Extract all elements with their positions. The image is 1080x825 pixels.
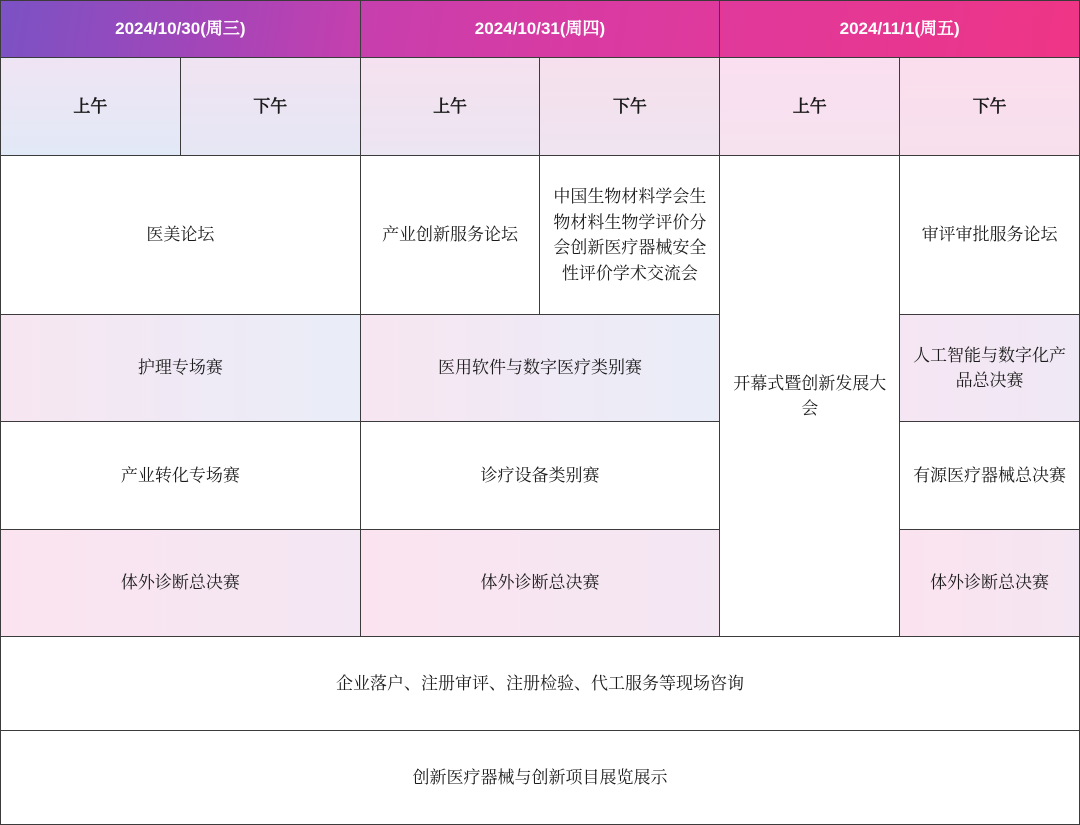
session-header-row bbox=[1, 58, 1080, 156]
event-nursing-special-contest: 护理专场赛 bbox=[1, 314, 361, 421]
schedule-row-3 bbox=[1, 422, 1080, 529]
event-onsite-consulting: 企业落户、注册审评、注册检验、代工服务等现场咨询 bbox=[1, 636, 1080, 730]
event-ai-digital-products-final: 人工智能与数字化产品总决赛 bbox=[900, 314, 1080, 421]
event-opening-ceremony: 开幕式暨创新发展大会 bbox=[720, 156, 900, 636]
event-active-medical-devices-final: 有源医疗器械总决赛 bbox=[900, 422, 1080, 529]
schedule-row-4 bbox=[1, 529, 1080, 636]
event-ivd-final-day1: 体外诊断总决赛 bbox=[1, 529, 361, 636]
event-biomaterials-safety-evaluation-seminar: 中国生物材料学会生物材料生物学评价分会创新医疗器械安全性评价学术交流会 bbox=[540, 156, 720, 314]
event-ivd-final-day3: 体外诊断总决赛 bbox=[900, 529, 1080, 636]
event-industry-innovation-service-forum: 产业创新服务论坛 bbox=[360, 156, 540, 314]
session-header-day2-morning: 上午 bbox=[360, 58, 540, 156]
schedule-row-2 bbox=[1, 314, 1080, 421]
schedule-row-1 bbox=[1, 156, 1080, 314]
day-header-row bbox=[1, 1, 1080, 58]
event-ivd-final-day2: 体外诊断总决赛 bbox=[360, 529, 720, 636]
day-header-3: 2024/11/1(周五) bbox=[720, 1, 1080, 58]
session-header-day1-afternoon: 下午 bbox=[180, 58, 360, 156]
day-header-2: 2024/10/31(周四) bbox=[360, 1, 720, 58]
footer-row-exhibition bbox=[1, 730, 1080, 824]
session-header-day3-morning: 上午 bbox=[720, 58, 900, 156]
event-industrial-transformation-contest: 产业转化专场赛 bbox=[1, 422, 361, 529]
event-innovation-exhibition: 创新医疗器械与创新项目展览展示 bbox=[1, 730, 1080, 824]
event-medical-software-digital-health-contest: 医用软件与数字医疗类别赛 bbox=[360, 314, 720, 421]
session-header-day3-afternoon: 下午 bbox=[900, 58, 1080, 156]
day-header-1: 2024/10/30(周三) bbox=[1, 1, 361, 58]
footer-row-consulting bbox=[1, 636, 1080, 730]
event-review-approval-service-forum: 审评审批服务论坛 bbox=[900, 156, 1080, 314]
session-header-day1-morning: 上午 bbox=[1, 58, 181, 156]
event-medical-aesthetics-forum: 医美论坛 bbox=[1, 156, 361, 314]
event-diagnostic-treatment-equipment-contest: 诊疗设备类别赛 bbox=[360, 422, 720, 529]
session-header-day2-afternoon: 下午 bbox=[540, 58, 720, 156]
